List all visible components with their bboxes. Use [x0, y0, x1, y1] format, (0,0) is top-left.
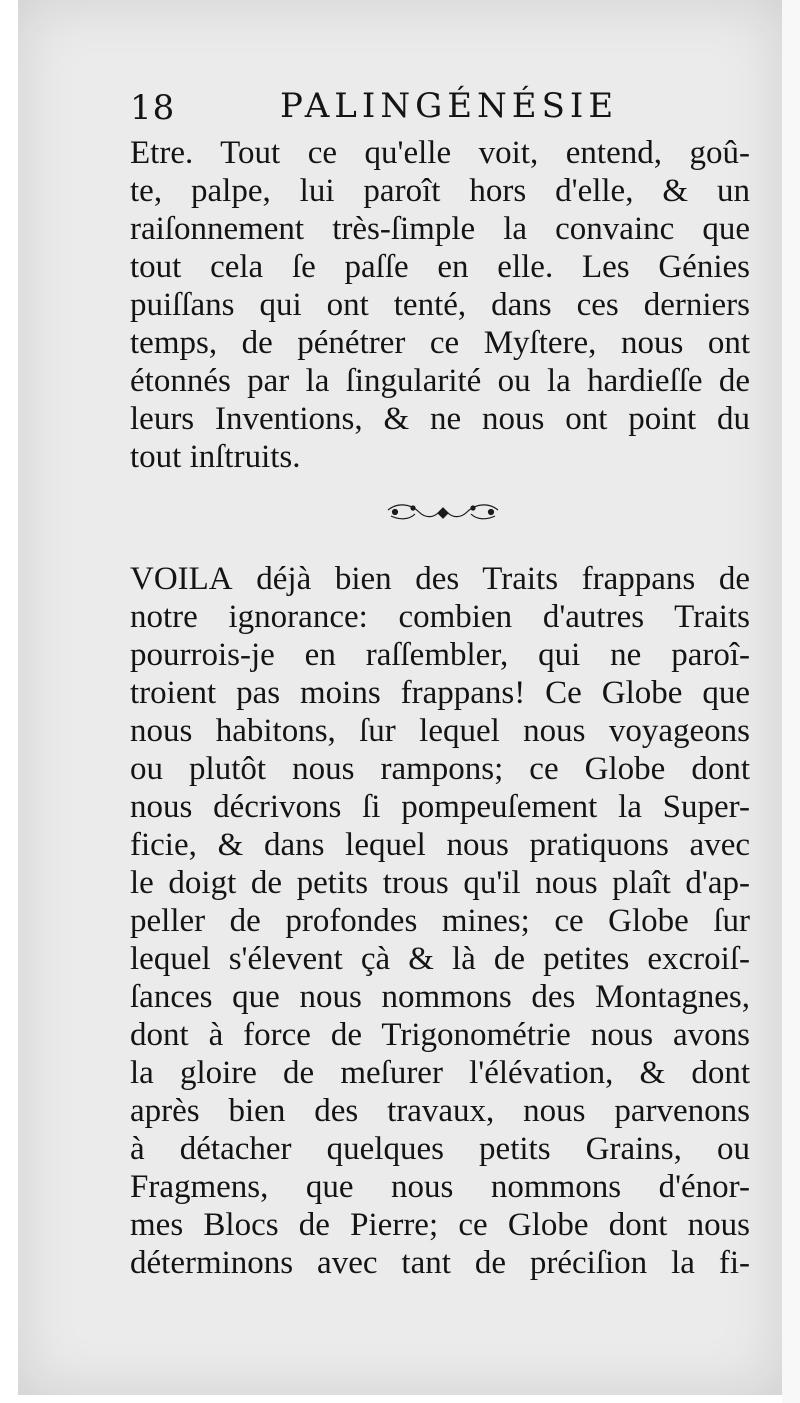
text-line: nous habitons, ſur lequel nous voyageons — [130, 713, 750, 749]
text-line: ou plutôt nous rampons; ce Globe dont — [130, 751, 750, 787]
text-line: ſances que nous nommons des Montagnes, — [130, 979, 750, 1015]
text-line: puiſſans qui ont tenté, dans ces derniers — [130, 287, 750, 323]
initial-word: VOILA — [130, 561, 233, 597]
text-line: lequel s'élevent çà & là de petites excroiſ- — [130, 941, 750, 977]
book-page — [18, 0, 782, 1395]
text-line: Etre. Tout ce qu'elle voit, entend, goû- — [130, 135, 750, 171]
text-line: mes Blocs de Pierre; ce Globe dont nous — [130, 1207, 750, 1243]
first-line-rest: déjà bien des Traits frappans de — [232, 561, 750, 597]
text-line: ficie, & dans lequel nous pratiquons avec — [130, 827, 750, 863]
text-line: peller de profondes mines; ce Globe ſur — [130, 903, 750, 939]
text-line: raiſonnement très-ſimple la convainc que — [130, 211, 750, 247]
text-line: Fragmens, que nous nommons d'énor- — [130, 1169, 750, 1205]
text-line: déterminons avec tant de préciſion la fi- — [130, 1245, 750, 1281]
text-line: le doigt de petits trous qu'il nous plaît d'ap- — [130, 865, 750, 901]
page-edge — [782, 0, 800, 1403]
text-line: te, palpe, lui paroît hors d'elle, & un — [130, 173, 750, 209]
text-line: la gloire de meſurer l'élévation, & dont — [130, 1055, 750, 1091]
text-line: après bien des travaux, nous parvenons — [130, 1093, 750, 1129]
text-line: à détacher quelques petits Grains, ou — [130, 1131, 750, 1167]
text-line: troient pas moins frappans! Ce Globe que — [130, 675, 750, 711]
text-line: notre ignorance: combien d'autres Traits — [130, 599, 750, 635]
floral-fleuron-icon — [383, 498, 503, 528]
text-line: tout cela ſe paſſe en elle. Les Génies — [130, 249, 750, 285]
text-line-first — [130, 560, 750, 598]
page-number: 18 — [130, 88, 176, 128]
text-line: pourrois-je en raſſembler, qui ne paroî- — [130, 637, 750, 673]
page-header — [18, 80, 782, 130]
running-title: PALINGÉNÉSIE — [280, 86, 619, 126]
text-line: tout inſtruits. — [130, 439, 301, 475]
text-line: nous décrivons ſi pompeuſement la Super- — [130, 789, 750, 825]
text-line: temps, de pénétrer ce Myſtere, nous ont — [130, 325, 750, 361]
text-line: dont à force de Trigonométrie nous avons — [130, 1017, 750, 1053]
text-line: étonnés par la ſingularité ou la hardieſſe de — [130, 363, 750, 399]
text-line: leurs Inventions, & ne nous ont point du — [130, 401, 750, 437]
